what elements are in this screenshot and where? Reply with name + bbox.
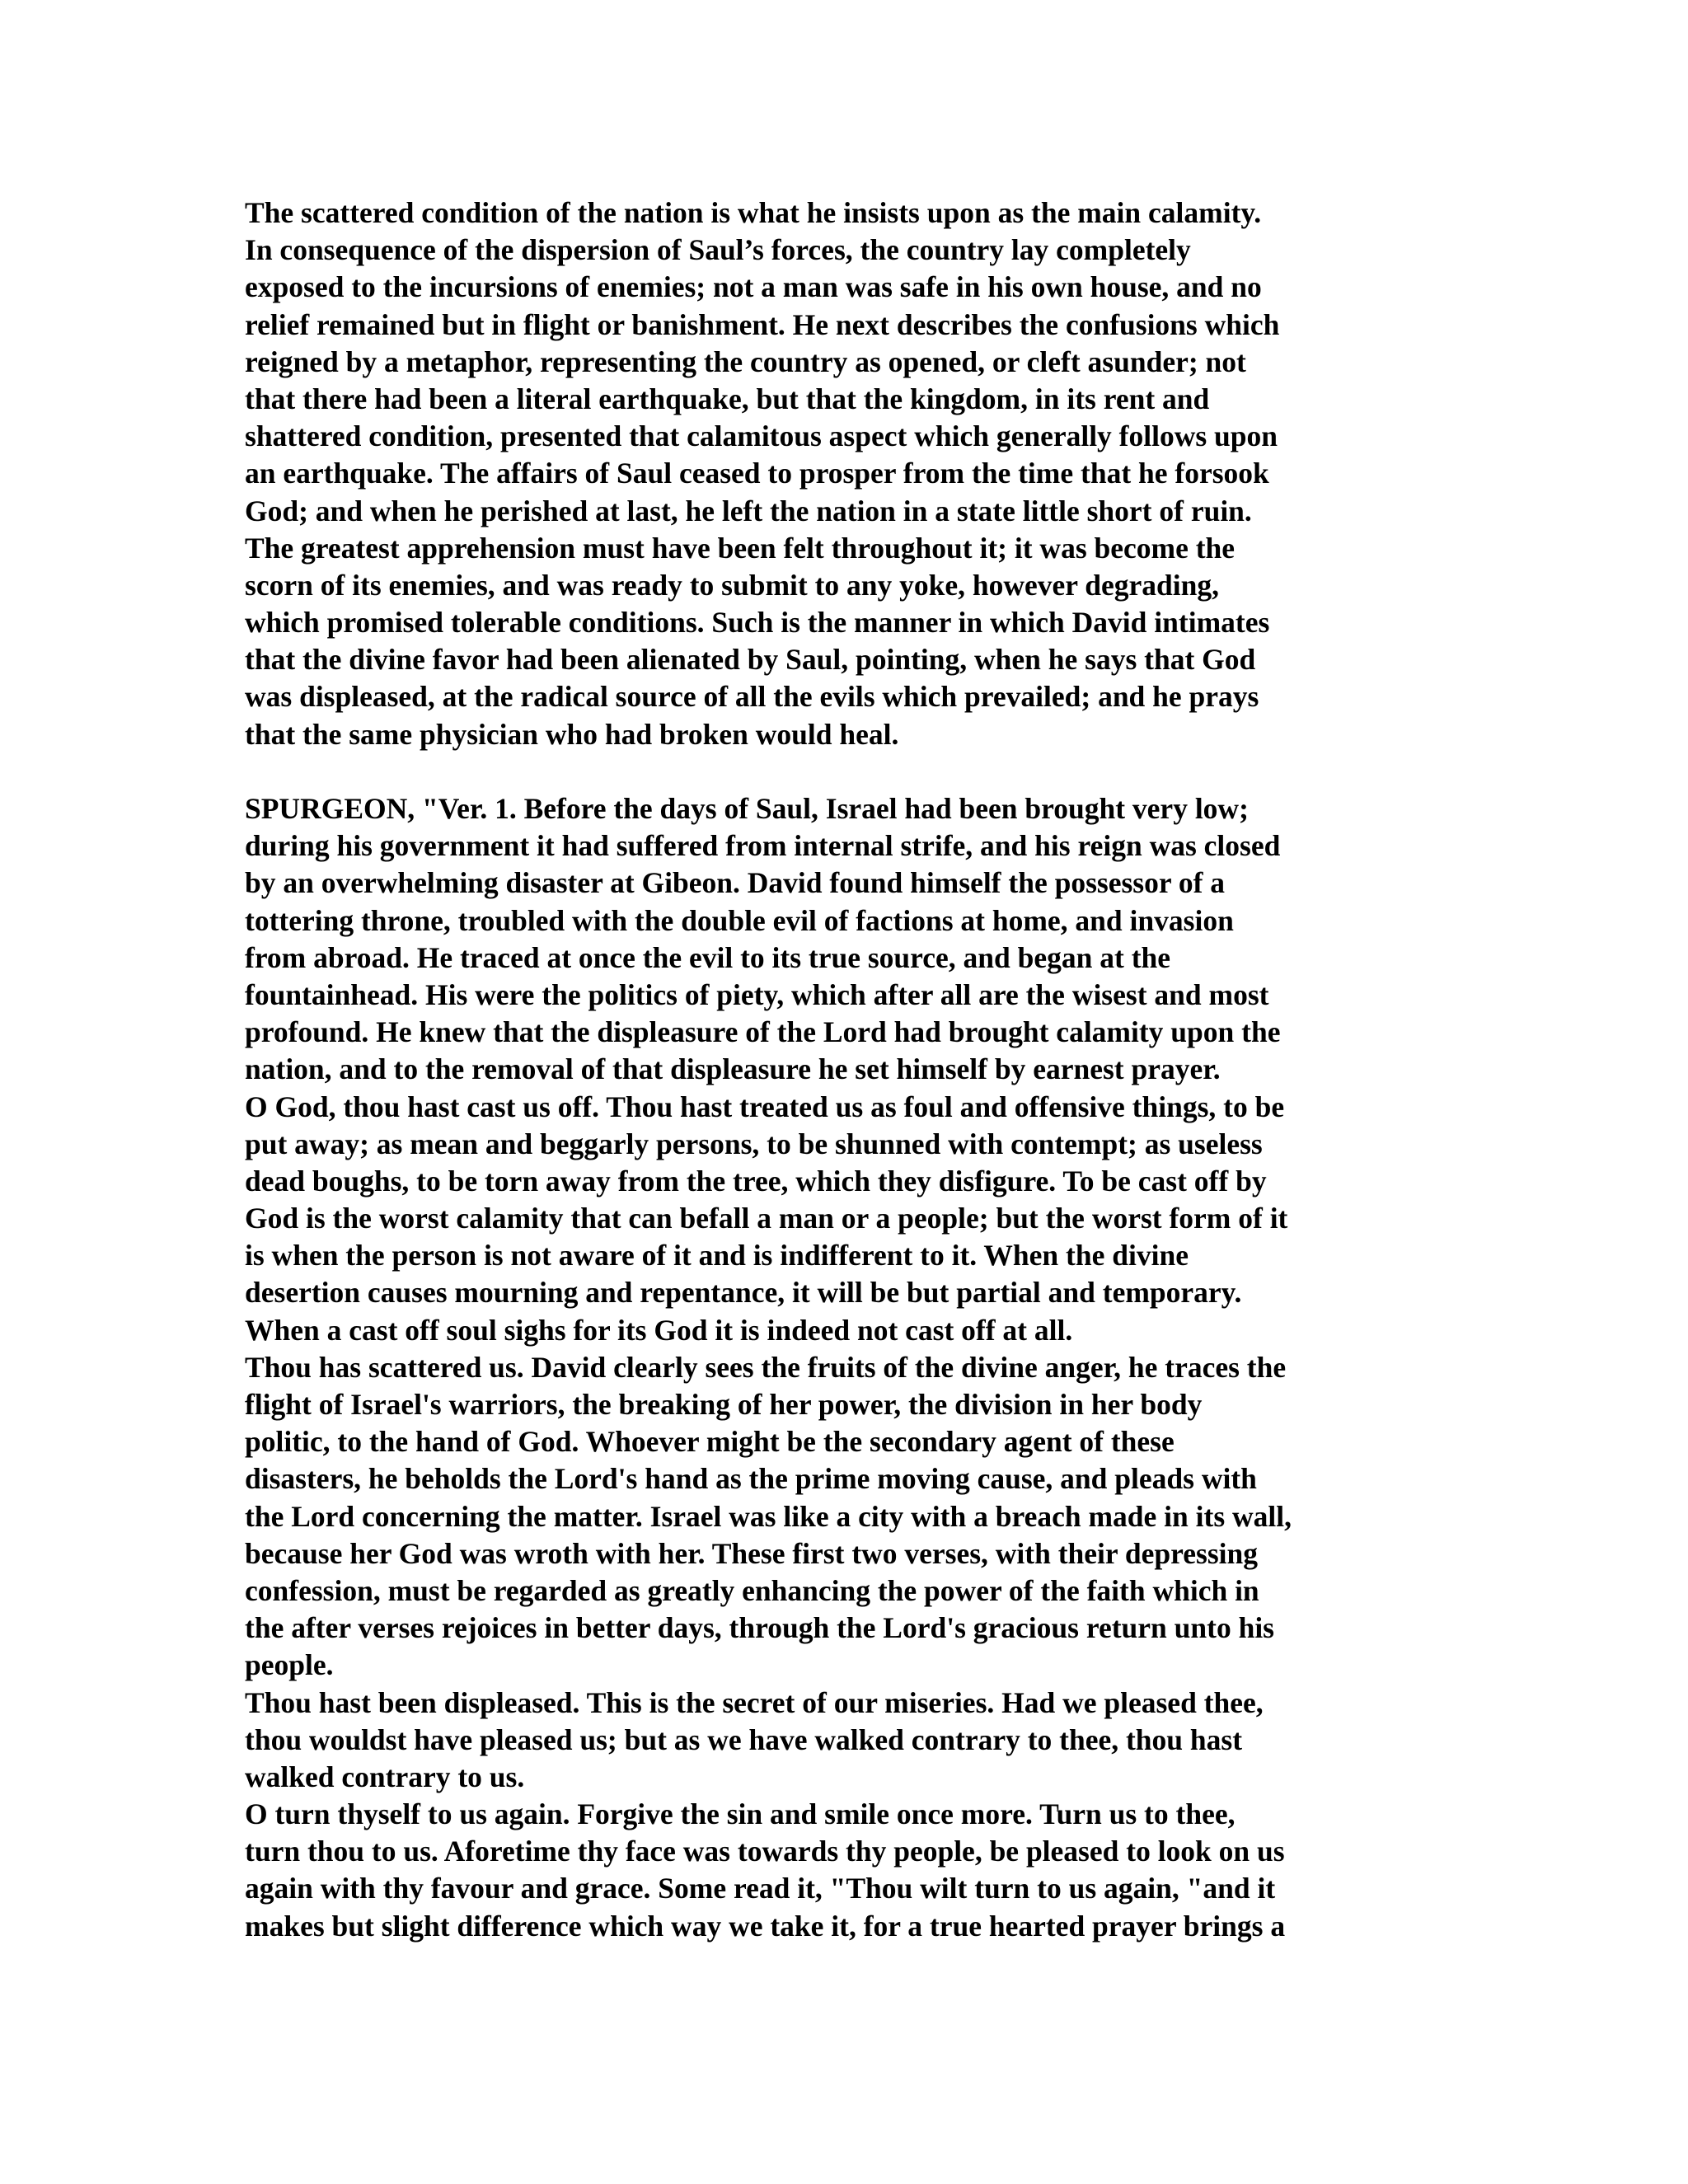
text-line: Thou hast been displeased. This is the secret of our miseries. Had we pleased thee, [245, 1685, 1264, 1719]
text-line: O God, thou hast cast us off. Thou hast treated us as foul and offensive things, to be [245, 1090, 1285, 1123]
text-line: put away; as mean and beggarly persons, to be shunned with contempt; as useless [245, 1127, 1263, 1160]
text-line: disasters, he beholds the Lord's hand as the prime moving cause, and pleads with [245, 1462, 1257, 1496]
text-line: scorn of its enemies, and was ready to submit to any yoke, however degrading, [245, 568, 1220, 602]
text-line: by an overwhelming disaster at Gibeon. David found himself the possessor of a [245, 866, 1226, 900]
text-line: The scattered condition of the nation is what he insists upon as the main calamity. [245, 196, 1262, 229]
text-line: dead boughs, to be torn away from the tree, which they disfigure. To be cast off by [245, 1164, 1267, 1197]
text-line: flight of Israel's warriors, the breaking of her power, the division in her body [245, 1388, 1203, 1421]
text-line: Thou has scattered us. David clearly sees the fruits of the divine anger, he traces the [245, 1350, 1287, 1384]
text-line: God; and when he perished at last, he left the nation in a state little short of ruin. [245, 494, 1252, 527]
text-line: again with thy favour and grace. Some read it, "Thou wilt turn to us again, "and it [245, 1872, 1276, 1905]
text-line: thou wouldst have pleased us; but as we have walked contrary to thee, thou hast [245, 1722, 1243, 1756]
text-line: the after verses rejoices in better days, through the Lord's gracious return unto his [245, 1611, 1275, 1645]
text-line: SPURGEON, "Ver. 1. Before the days of Saul, Israel had been brought very low; [245, 792, 1249, 825]
body-text [245, 194, 1448, 1945]
text-line: In consequence of the dispersion of Saul’s forces, the country lay completely [245, 233, 1191, 267]
text-line: during his government it had suffered from internal strife, and his reign was closed [245, 829, 1281, 863]
text-line: was displeased, at the radical source of all the evils which prevailed; and he prays [245, 680, 1259, 714]
text-line: turn thou to us. Aforetime thy face was towards thy people, be pleased to look on us [245, 1835, 1285, 1868]
text-line: walked contrary to us. [245, 1760, 525, 1793]
text-line: people. [245, 1648, 334, 1682]
paragraph-spurgeon-commentary [245, 790, 1448, 1945]
text-line: makes but slight difference which way we take it, for a true hearted prayer brings a [245, 1909, 1286, 1943]
text-line: that there had been a literal earthquake, but that the kingdom, in its rent and [245, 382, 1210, 415]
paragraph-calvin-commentary [245, 194, 1448, 753]
text-line: from abroad. He traced at once the evil to its true source, and began at the [245, 940, 1171, 974]
text-line: because her God was wroth with her. These first two verses, with their depressing [245, 1536, 1259, 1570]
text-line: politic, to the hand of God. Whoever might be the secondary agent of these [245, 1425, 1175, 1459]
text-line: relief remained but in flight or banishment. He next describes the confusions which [245, 307, 1280, 341]
text-line: that the same physician who had broken would heal. [245, 717, 899, 751]
text-line: When a cast off soul sighs for its God it is indeed not cast off at all. [245, 1313, 1073, 1347]
text-line: tottering throne, troubled with the double evil of factions at home, and invasion [245, 903, 1234, 937]
text-line: desertion causes mourning and repentance, it will be but partial and temporary. [245, 1276, 1242, 1310]
text-line: God is the worst calamity that can befall a man or a people; but the worst form of it [245, 1202, 1288, 1235]
text-line: which promised tolerable conditions. Such is the manner in which David intimates [245, 606, 1270, 640]
text-line: that the divine favor had been alienated by Saul, pointing, when he says that God [245, 643, 1256, 677]
text-line: O turn thyself to us again. Forgive the sin and smile once more. Turn us to thee, [245, 1797, 1236, 1831]
text-line: is when the person is not aware of it and is indifferent to it. When the divine [245, 1239, 1189, 1272]
text-line: The greatest apprehension must have been felt throughout it; it was become the [245, 531, 1236, 565]
text-line: an earthquake. The affairs of Saul ceased to prosper from the time that he forsook [245, 457, 1269, 490]
text-line: fountainhead. His were the politics of piety, which after all are the wisest and most [245, 977, 1269, 1011]
text-line: the Lord concerning the matter. Israel was like a city with a breach made in its wall, [245, 1499, 1292, 1533]
text-line: nation, and to the removal of that displeasure he set himself by earnest prayer. [245, 1052, 1221, 1086]
text-line: shattered condition, presented that calamitous aspect which generally follows upon [245, 419, 1278, 453]
paragraph-gap [245, 753, 1448, 790]
text-line: exposed to the incursions of enemies; not a man was safe in his own house, and no [245, 270, 1262, 304]
text-line: profound. He knew that the displeasure of the Lord had brought calamity upon the [245, 1015, 1281, 1049]
text-line: reigned by a metaphor, representing the country as opened, or cleft asunder; not [245, 344, 1246, 378]
text-line: confession, must be regarded as greatly enhancing the power of the faith which in [245, 1573, 1259, 1607]
